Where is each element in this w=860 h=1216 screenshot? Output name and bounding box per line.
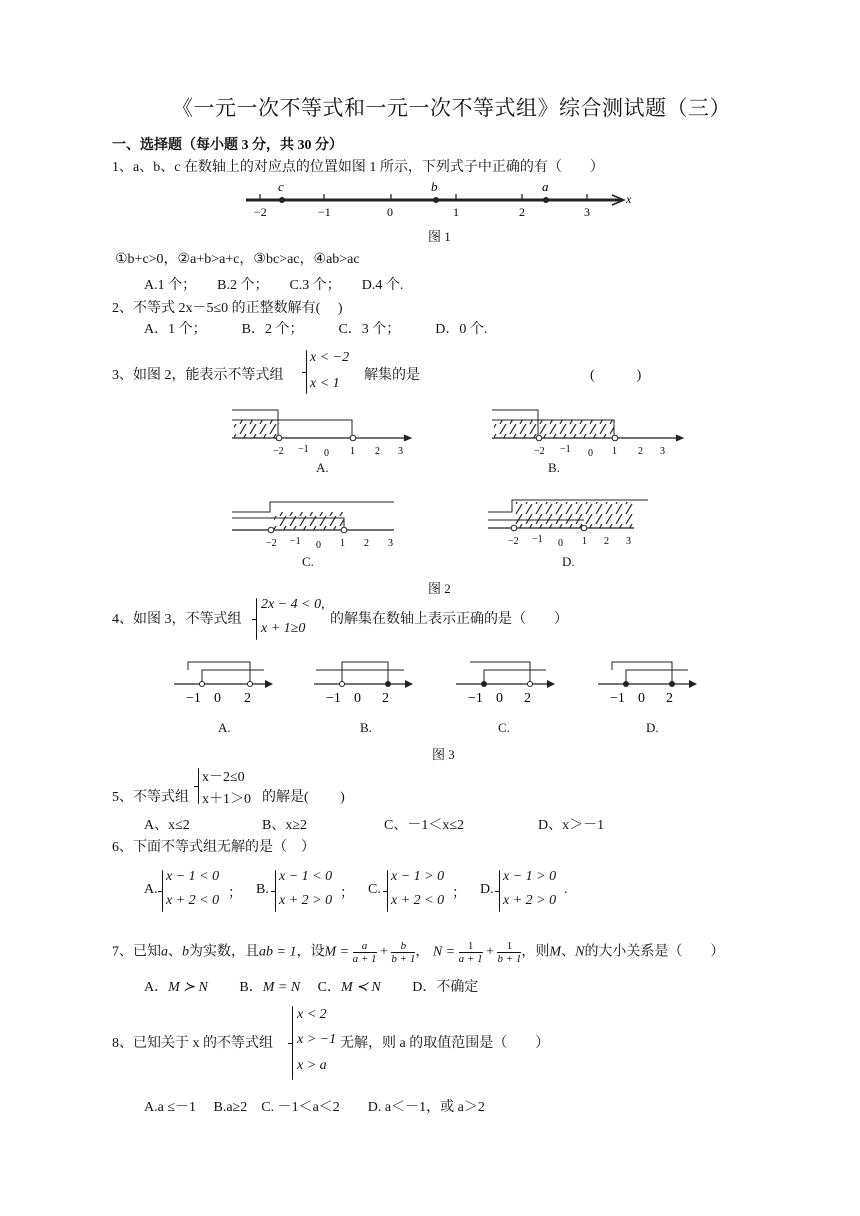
svg-text:0: 0 [354,691,361,706]
tick-label: 2 [519,205,525,219]
inequality-line-1: x < 2 [297,1007,327,1022]
svg-text:3: 3 [388,538,393,549]
question-7-stem: 7、已知a、b为实数，且ab = 1，设M = $\frac{a}{a + 1}$ + $\frac{b}{b + 1}$ ， N = $\frac{1}{a + 1}$ + $\frac{1}{b + 1}$ ，则M、N的大小关系是（ ） [112,940,725,965]
option-label: C. [498,720,510,735]
svg-text:−2: −2 [273,446,284,457]
option-label: B. [548,460,560,475]
svg-text:−2: −2 [266,538,277,549]
inequality-line-2: x + 2 < 0 [391,893,445,908]
option-label: B. [256,882,269,897]
option-label: C. [368,882,381,897]
question-4-stem-suffix: 的解集在数轴上表示正确的是（ ） [330,612,568,627]
question-2-options: A．1 个； B．2 个； C．3 个； D．0 个. [144,322,488,337]
question-5-stem-prefix: 5、不等式组 [112,790,189,805]
svg-text:3: 3 [398,446,403,457]
answer-parenthesis: ( ) [590,368,642,383]
svg-text:3: 3 [660,446,665,457]
svg-text:2: 2 [638,446,643,457]
svg-text:−2: −2 [534,446,545,457]
svg-text:0: 0 [316,540,321,551]
svg-text:−2: −2 [508,536,519,547]
svg-text:2: 2 [375,446,380,457]
option-a: A、x≤2 [144,818,190,833]
question-8-options: A.a ≤－1 B.a≥2 C. －1＜a＜2 D. a＜－1，或 a＞2 [144,1100,485,1115]
question-2-stem: 2、不等式 2x－5≤0 的正整数解有( ) [112,301,343,316]
inequality-system-brace [292,1006,293,1080]
option-separator: ； [452,886,466,901]
question-4-stem-prefix: 4、如图 3，不等式组 [112,612,242,627]
svg-text:1: 1 [612,446,617,457]
inequality-line-2: x + 2 > 0 [503,893,557,908]
tick-label: −2 [254,205,267,219]
svg-text:1: 1 [582,536,587,547]
inequality-line-2: x > −1 [297,1032,337,1047]
tick-label: 3 [584,205,590,219]
figure-2-caption: 图 2 [428,581,451,596]
point-label-b: b [431,179,438,194]
svg-text:0: 0 [588,448,593,459]
svg-text:−1: −1 [560,444,571,455]
inequality-system-brace [256,598,257,640]
question-1-statements: ①b+c>0，②a+b>a+c，③bc>ac，④ab>ac [115,252,360,267]
option-label: D. [480,882,494,897]
svg-text:−1: −1 [186,691,201,706]
point-label-c: c [278,179,284,194]
inequality-line-2: x＋1＞0 [202,792,251,807]
inequality-line-1: x − 1 > 0 [503,869,557,884]
inequality-system-brace [198,768,199,804]
svg-text:1: 1 [350,446,355,457]
figure-2-option-a [228,404,418,460]
tick-label: 0 [387,205,393,219]
section-heading: 一、选择题（每小题 3 分，共 30 分） [112,138,343,153]
inequality-line-1: x－2≤0 [202,770,245,785]
option-separator: ； [340,886,354,901]
svg-text:0: 0 [638,691,645,706]
axis-variable: x [626,192,632,206]
option-label: A. [144,882,158,897]
svg-text:−1: −1 [532,534,543,545]
figure-3-option-b [312,656,422,708]
svg-text:0: 0 [324,448,329,459]
page-title: 《一元一次不等式和一元一次不等式组》综合测试题（三） [172,96,731,120]
option-label: D. [646,720,659,735]
svg-text:−1: −1 [298,444,309,455]
figure-2-option-c [228,496,418,552]
svg-text:1: 1 [340,538,345,549]
question-3-stem-prefix: 3、如图 2，能表示不等式组 [112,368,284,383]
figure-3-option-a [172,656,282,708]
option-label: A. [316,460,329,475]
tick-label: −1 [318,205,331,219]
inequality-system-brace [275,870,276,912]
svg-text:2: 2 [666,691,673,706]
inequality-system-brace [499,870,500,912]
inequality-system-brace [306,350,307,394]
inequality-line-1: x − 1 < 0 [279,869,333,884]
svg-text:2: 2 [524,691,531,706]
option-d: D、x＞－1 [538,818,605,833]
figure-3-caption: 图 3 [432,747,455,762]
svg-text:0: 0 [214,691,221,706]
inequality-system-brace [387,870,388,912]
option-label: C. [302,554,314,569]
option-label: B. [360,720,372,735]
inequality-line-1: 2x − 4 < 0, [261,597,325,612]
figure-3-option-d [596,656,706,708]
inequality-line-1: x < −2 [310,350,350,365]
option-label: D. [562,554,575,569]
svg-text:3: 3 [626,536,631,547]
option-c: C、－1＜x≤2 [384,818,465,833]
svg-text:−1: −1 [468,691,483,706]
option-b: B、x≥2 [262,818,308,833]
svg-text:0: 0 [558,538,563,549]
svg-text:0: 0 [496,691,503,706]
inequality-line-2: x + 2 < 0 [166,893,220,908]
inequality-line-2: x + 1≥0 [261,621,306,636]
option-separator: ； [228,886,242,901]
svg-text:−1: −1 [610,691,625,706]
svg-text:2: 2 [244,691,251,706]
svg-text:−1: −1 [290,536,301,547]
inequality-line-1: x − 1 > 0 [391,869,445,884]
question-5-stem-suffix: 的解是( ) [262,790,345,805]
point-label-a: a [542,179,549,194]
figure-1-caption: 图 1 [428,229,451,244]
figure-3-option-c [454,656,564,708]
figure-2-option-b [488,404,688,460]
inequality-line-3: x > a [297,1058,327,1073]
svg-text:2: 2 [382,691,389,706]
inequality-line-2: x < 1 [310,376,340,391]
question-1-options: A.1 个； B.2 个； C.3 个； D.4 个. [144,278,404,293]
figure-2-option-d [484,494,660,550]
option-label: A. [218,720,231,735]
option-separator: . [564,882,568,897]
svg-text:2: 2 [364,538,369,549]
svg-text:−1: −1 [326,691,341,706]
inequality-line-2: x + 2 > 0 [279,893,333,908]
tick-label: 1 [453,205,459,219]
question-3-stem-suffix: 解集的是 [364,368,420,383]
question-7-options: A．M ≻ N B．M = N C．M ≺ N D．不确定 [144,980,479,995]
question-8-stem-suffix: 无解，则 a 的取值范围是（ ） [340,1036,550,1051]
inequality-line-1: x − 1 < 0 [166,869,220,884]
inequality-system-brace [162,870,163,912]
svg-text:2: 2 [604,536,609,547]
figure-1-number-line [240,178,640,220]
question-1-stem: 1、a、b、c 在数轴上的对应点的位置如图 1 所示，下列式子中正确的有（ ） [112,160,604,175]
question-8-stem-prefix: 8、已知关于 x 的不等式组 [112,1036,273,1051]
question-6-stem: 6、下面不等式组无解的是（ ） [112,840,315,855]
